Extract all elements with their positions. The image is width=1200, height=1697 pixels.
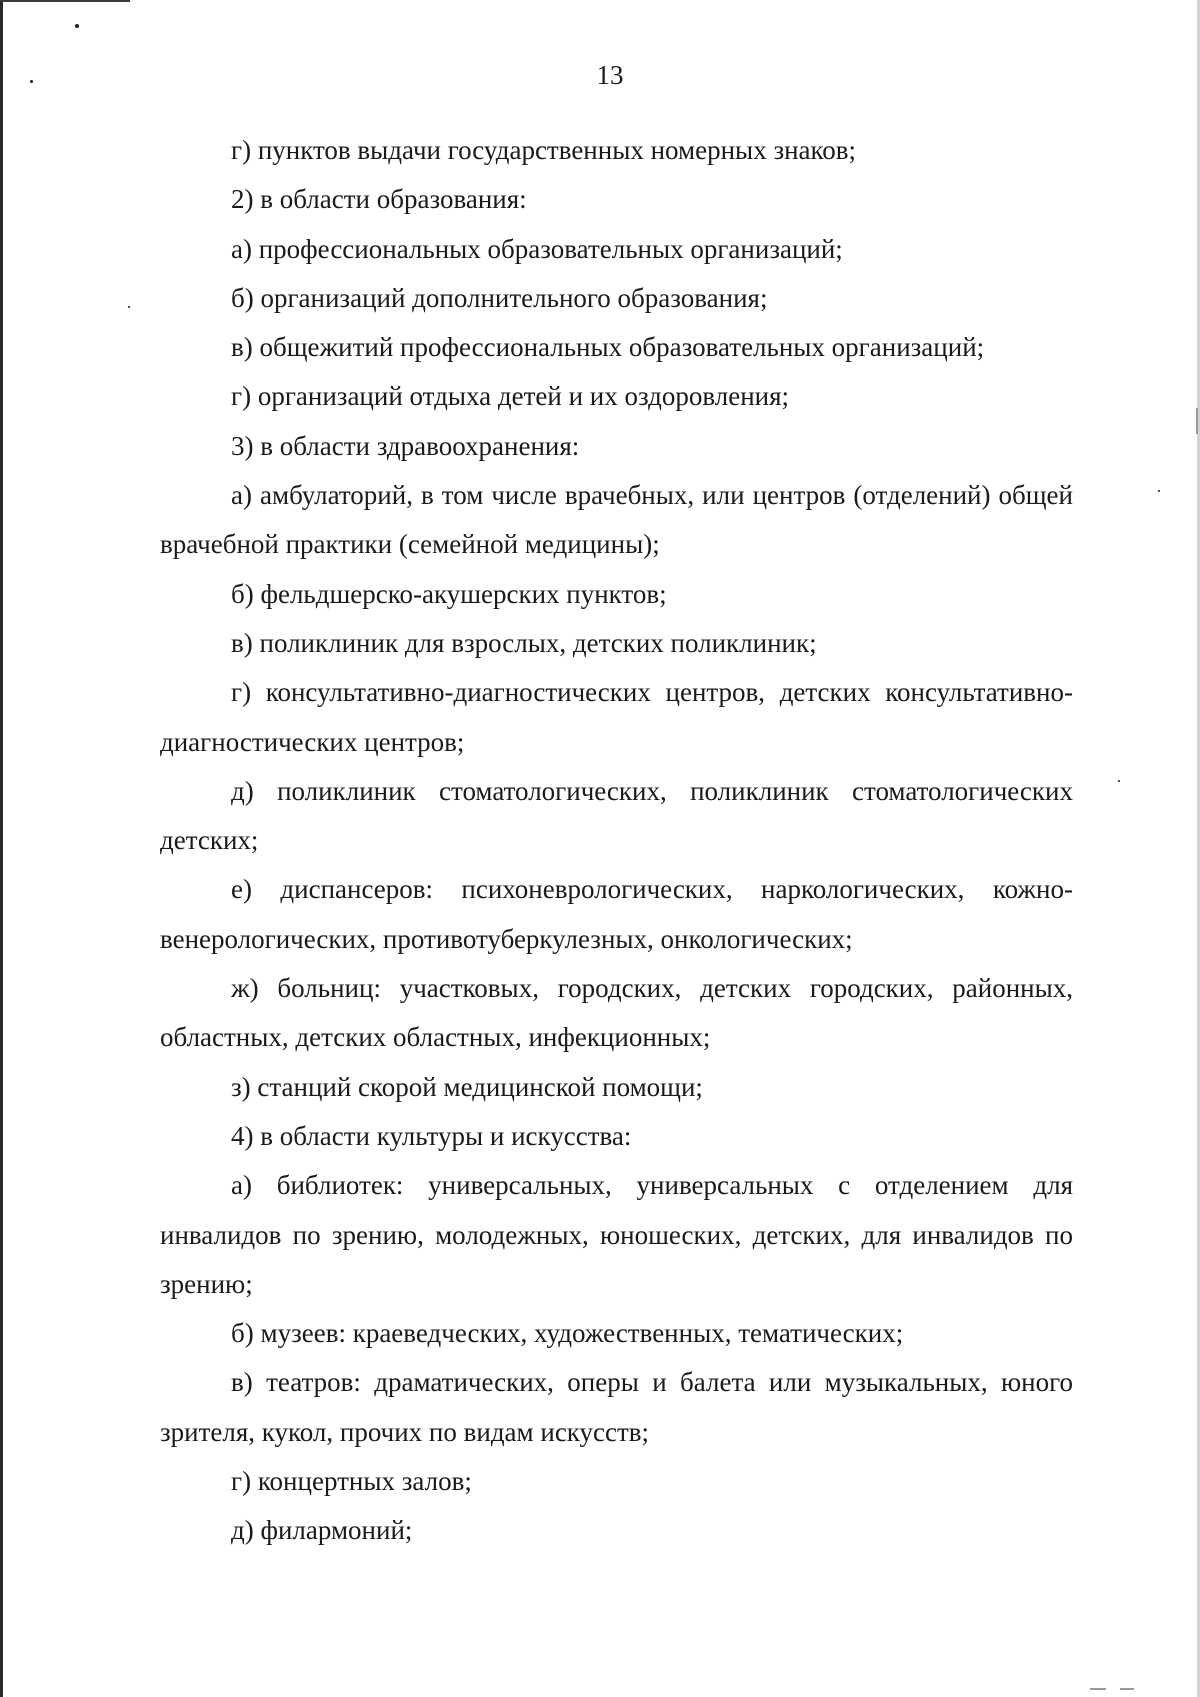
page-number: 13	[596, 60, 624, 90]
scan-edge-top	[0, 0, 130, 2]
list-item: б) организаций дополнительного образования;	[231, 282, 768, 313]
list-item: е) диспансеров: психоневрологических, наркологических, кожно-венерологических, противотуберкулезных, онкологических;	[160, 874, 1073, 954]
scan-edge-left	[0, 0, 3, 1697]
section-heading: 2) в области образования:	[231, 184, 527, 215]
list-item: б) фельдшерско-акушерских пунктов;	[231, 578, 667, 609]
list-item: а) профессиональных образовательных организаций;	[231, 233, 843, 264]
list-item: г) консультативно-диагностических центров, детских консультативно-диагностических центров;	[160, 677, 1073, 757]
scan-mark	[1090, 1688, 1106, 1690]
scan-speck	[1118, 780, 1120, 782]
list-item: а) амбулаторий, в том числе врачебных, или центров (отделений) общей врачебной практики (семейной медицины);	[160, 480, 1073, 560]
list-item: в) поликлиник для взрослых, детских поликлиник;	[231, 627, 817, 658]
list-item: д) филармоний;	[231, 1515, 413, 1546]
scan-mark	[1196, 408, 1198, 434]
scan-speck	[128, 306, 130, 308]
section-heading: 3) в области здравоохранения:	[231, 430, 580, 461]
list-item: з) станций скорой медицинской помощи;	[231, 1071, 703, 1102]
scan-speck	[75, 24, 79, 28]
list-item: г) организаций отдыха детей и их оздоровления;	[231, 381, 790, 412]
list-item: в) общежитий профессиональных образовательных организаций;	[231, 332, 985, 363]
list-item: г) пунктов выдачи государственных номерных знаков;	[231, 135, 857, 165]
scan-mark	[1120, 1688, 1134, 1690]
list-item: ж) больниц: участковых, городских, детских городских, районных, областных, детских областных, инфекционных;	[160, 973, 1073, 1053]
list-item: в) театров: драматических, оперы и балета или музыкальных, юного зрителя, кукол, прочих по видам искусств;	[160, 1367, 1073, 1447]
list-item: д) поликлиник стоматологических, поликлиник стоматологических детских;	[160, 775, 1073, 856]
scan-speck	[1158, 490, 1160, 492]
list-item: г) концертных залов;	[231, 1466, 472, 1497]
list-item: а) библиотек: универсальных, универсальных с отделением для инвалидов по зрению, молодежных, юношеских, детских, для инвалидов по зрению;	[160, 1170, 1073, 1299]
document-body	[160, 126, 1073, 1556]
list-item: б) музеев: краеведческих, художественных, тематических;	[231, 1318, 904, 1349]
section-heading: 4) в области культуры и искусства:	[231, 1120, 632, 1151]
